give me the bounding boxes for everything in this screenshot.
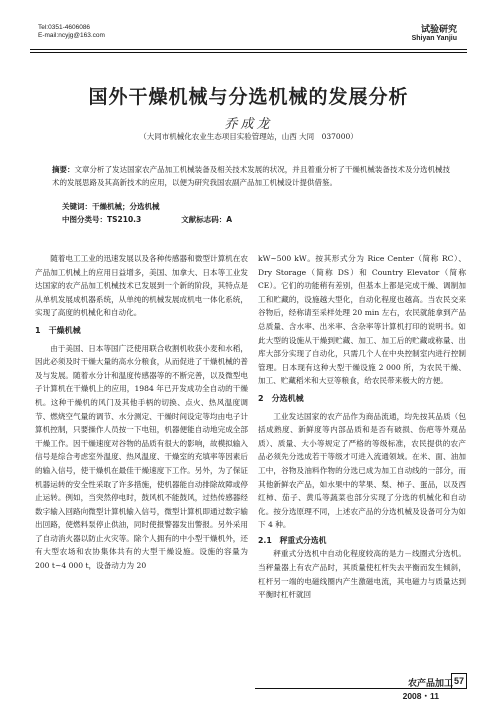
body-right-column bbox=[258, 252, 466, 602]
class-code: TS210.3 bbox=[107, 215, 142, 224]
continued-paragraph: kW~500 kW。按其形式分为 Rice Center（简称 RC）、Dry Storage（简称 DS）和 Country Elevator（简称 CE）。它们的功能稍有差别，但基本上都是完成干燥、调制加工和贮藏的，设施越大型化，自动化程度也越高。当农民交来谷物后，经称请至采样处理 20 min 左右，农民就能拿到产品总质量、含水率、出米率、含杂率等计算机打印的说明书。如此大型的设施从干燥到贮藏、加工、加工后的贮藏或称量、出库大部分实现了自动化，只需几个人在中央控制室内进行控制管理。日本现有这种大型干燥设施 2 000 所，为农民干燥、加工、贮藏稻米和大豆等粮食，给农民带来极大的方便。 bbox=[258, 254, 466, 386]
section-2-1-paragraph: 秤重式分选机中自动化程度较高的是力－线圈式分选机。当秤量器上有农产品时，其质量使杠杆失去平衡而发生倾斜，杠杆另一端的电磁线圈内产生激磁电流，其电磁力与质量达到平衡时杠杆就回 bbox=[258, 549, 466, 600]
section-1-heading: 1 干燥机械 bbox=[35, 325, 81, 335]
doc-label: 文献标志码： bbox=[181, 215, 227, 224]
abstract-text: 文章分析了发达国家农产品加工机械装备及相关技术发展的状况，并且着重分析了干燥机械装备技术及分选机械技术的发展思路及其高新技术的应用，以便为研究我国农副产品加工机械设计提供借鉴。 bbox=[52, 165, 450, 187]
class-label: 中图分类号： bbox=[62, 215, 107, 224]
doc-code: A bbox=[226, 215, 233, 224]
keywords-text: 干燥机械；分选机械 bbox=[92, 202, 160, 211]
abstract bbox=[52, 164, 450, 189]
classification bbox=[62, 214, 232, 225]
section-1-paragraph: 由于美国、日本等国广泛使用联合收割机收获小麦和水稻，因此必须及时干燥大量的高水分粮食，从而促进了干燥机械的普及与发展。随着水分计和温度传感器等的不断完善，以及微型电子计算机在干燥机上的应用，1984 年已开发成功全自动的干燥机。这种干燥机的风门及其他手柄的切换、点火、热风温度调节、燃烧空气量的调节、水分测定、干燥时间设定等均由电子计算机控制，只要操作人员按一下电钮，机器便能自动地完成全部干燥工作。因干燥速度对谷物的品质有很大的影响，故模拟输入信号是综合考虑室外温度、热风温度、干燥室的充填率等因素后的输入信号，使干燥机在最佳干燥速度下工作。另外，为了保证机器运转的安全性采取了许多措施，使机器能自动排除故障或停止运转。例如，当突然停电时，鼓风机不能鼓风，过热传感器经数字输入回路向微型计算机输入信号，微型计算机即通过数字输出回路，使燃料泵停止供油，同时使报警器发出警报。另外采用了自动消火器以防止火灾等。除个人拥有的中小型干燥机外，还有大型农场和农协集体共有的大型干燥设施。设施的容量为 200 t~4 000 t，设备动力为 20 bbox=[35, 343, 248, 571]
header-contact bbox=[38, 24, 105, 40]
journal-name-cn: 试验研究 bbox=[420, 25, 457, 35]
header-tel: Tel:0351-4606086 bbox=[38, 24, 91, 31]
footer-journal-label: 农产品加工 bbox=[407, 679, 453, 689]
article-title: 国外干燥机械与分选机械的发展分析 bbox=[88, 86, 409, 108]
header-email: E-mail:ncyjg@163.com bbox=[38, 32, 105, 39]
keywords bbox=[62, 201, 160, 212]
header-rule-thin bbox=[30, 52, 467, 53]
article-author: 乔成龙 bbox=[224, 117, 273, 132]
page-number: 57 bbox=[451, 673, 467, 689]
abstract-label: 摘要： bbox=[52, 165, 75, 174]
section-2-1-heading: 2.1 秤重式分选机 bbox=[258, 535, 327, 545]
header-journal bbox=[412, 22, 457, 42]
section-2-paragraph: 工业发达国家的农产品作为商品流通，均先按其品质（包括成熟度、新鲜度等内部品质和是否有破损、伤疤等外观品质）、质量、大小等规定了严格的等级标准，农民提供的农产品必须先分选成若干等级才可进入流通领域。在米、面、油加工中，谷物及油料作物的分选已成为加工自动线的一部分，而其他新鲜农产品，如水果中的苹果、梨、柿子、蛋品，以及西红柿、茄子、黄瓜等蔬菜也部分实现了分选的机械化和自动化。按分选原理不同，上述农产品的分选机械及设备可分为如下 4 种。 bbox=[258, 411, 466, 530]
section-2-heading: 2 分选机械 bbox=[258, 393, 304, 403]
keywords-label: 关键词： bbox=[62, 202, 92, 211]
footer-date: 2008・11 bbox=[402, 691, 439, 701]
intro-paragraph: 随着电工工业的迅速发展以及各种传感器和微型计算机在农产品加工机械上的应用日益增多，美国、加拿大、日本等工业发达国家的农产品加工机械技术已发展到一个新的阶段，其特点是从单机发展成机器系统，从单纯的机械发展成机电一体化系统，实现了高度的机械化和自动化。 bbox=[35, 254, 248, 318]
journal-name-en: Shiyan Yanjiu bbox=[411, 35, 457, 42]
article-affiliation: （大同市机械化农业生态项目实验管理站，山西 大同 037000） bbox=[139, 132, 358, 141]
header-rule bbox=[30, 49, 467, 50]
body-left-column bbox=[35, 252, 248, 573]
